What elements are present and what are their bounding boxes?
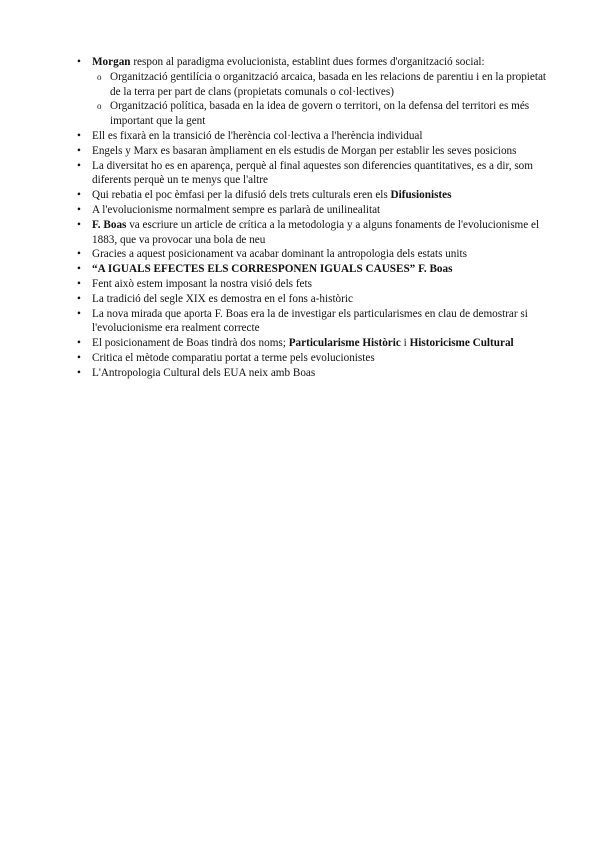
list-item (74, 203, 552, 218)
list-item (74, 351, 552, 366)
text-run: i (400, 337, 410, 350)
bullet-icon: • (77, 277, 81, 290)
bullet-list (74, 55, 552, 381)
text-run: Critica el mètode comparatiu portat a terme pels evolucionistes (92, 351, 375, 364)
list-item-text (92, 367, 315, 379)
list-item (74, 366, 552, 381)
text-run: La nova mirada que aporta F. Boas era la de investigar els particularismes en clau de demostrar si l'evolucionisme era realment correcte (92, 307, 528, 335)
bold-text: F. Boas (92, 218, 127, 231)
bullet-icon: • (77, 248, 81, 261)
bullet-icon: • (77, 144, 81, 157)
list-item (74, 292, 552, 307)
list-item-text (92, 278, 312, 290)
bullet-icon: • (77, 56, 81, 68)
list-item-text (92, 248, 467, 260)
bullet-icon: • (77, 203, 81, 216)
bullet-icon: • (77, 189, 81, 202)
sub-list (92, 70, 552, 129)
bold-text: Difusionistes (390, 189, 452, 202)
list-item (74, 159, 552, 189)
sub-list-item (96, 99, 552, 129)
text-run: va escriure un article de crítica a la metodologia y a alguns fonaments de l'evolucionisme el 1883, que va provocar una bola de neu (92, 218, 540, 246)
list-item-text (92, 160, 533, 187)
text-run: respon al paradigma evolucionista, establint dues formes d'organització social: (130, 56, 485, 68)
bullet-icon: • (77, 351, 81, 364)
bold-text: “A IGUALS EFECTES ELS CORRESPONEN IGUALS CAUSES” F. Boas (92, 263, 453, 276)
list-item (74, 307, 552, 337)
bullet-icon: • (77, 366, 81, 379)
text-run: Ell es fixarà en la transició de l'herència col·lectiva a l'herència individual (92, 129, 423, 142)
list-item (74, 144, 552, 159)
list-item-text (92, 130, 423, 142)
bullet-icon: • (77, 292, 81, 305)
text-run: El posicionament de Boas tindrà dos noms; (92, 337, 289, 350)
bold-text: Morgan (92, 56, 131, 68)
list-item (74, 262, 552, 277)
list-item (74, 55, 552, 129)
list-item-text (92, 337, 514, 349)
list-item-text (92, 204, 380, 216)
list-item-text (92, 145, 517, 157)
bullet-icon: • (77, 337, 81, 350)
bullet-icon: • (77, 218, 81, 231)
list-item-text (92, 293, 353, 305)
text-run: La diversitat ho es en aparença, perquè al final aquestes son diferencies quantitatives, es a dir, som diferents perquè un te menys que l'altre (92, 159, 533, 187)
list-item (74, 188, 552, 203)
text-run: Organització política, basada en la idea de govern o territori, on la defensa del territori es més important que la gent (110, 100, 530, 128)
list-item-text (92, 56, 485, 68)
bullet-icon: • (77, 129, 81, 142)
bullet-icon: • (77, 159, 81, 172)
circle-bullet-icon: o (97, 101, 102, 112)
list-item-text (92, 352, 375, 364)
text-run: Gracies a aquest posicionament va acabar dominant la antropologia dels estats units (92, 248, 467, 261)
circle-bullet-icon: o (97, 71, 102, 82)
list-item (74, 218, 552, 248)
text-run: La tradició del segle XIX es demostra en el fons a-històric (92, 292, 353, 305)
list-item-text (92, 308, 528, 335)
text-run: A l'evolucionisme normalment sempre es parlarà de unilinealitat (92, 203, 381, 216)
list-item (74, 336, 552, 351)
list-item (74, 277, 552, 292)
bold-text: Particularisme Històric (288, 337, 401, 350)
list-item-text (92, 219, 539, 246)
list-item-text (92, 263, 452, 275)
bullet-icon: • (77, 307, 81, 320)
text-run: L'Antropologia Cultural dels EUA neix amb Boas (92, 366, 316, 379)
document-body (74, 55, 552, 381)
text-run: Organització gentilícia o organització arcaica, basada en les relacions de parentiu i en la propietat de la terra per part de clans (propietats comunals o col·lectives) (110, 70, 547, 98)
list-item-text (92, 189, 451, 201)
sub-list-item-text (110, 100, 529, 127)
sub-list-item (96, 70, 552, 100)
list-item (74, 129, 552, 144)
sub-list-item-text (110, 71, 546, 98)
text-run: Engels y Marx es basaran àmpliament en els estudis de Morgan per establir les seves posicions (92, 144, 517, 157)
text-run: Fent això estem imposant la nostra visió dels fets (92, 277, 312, 290)
bold-text: Historicisme Cultural (409, 337, 514, 350)
list-item (74, 247, 552, 262)
bullet-icon: • (77, 263, 81, 276)
text-run: Qui rebatia el poc èmfasi per la difusió dels trets culturals eren els (92, 189, 391, 202)
